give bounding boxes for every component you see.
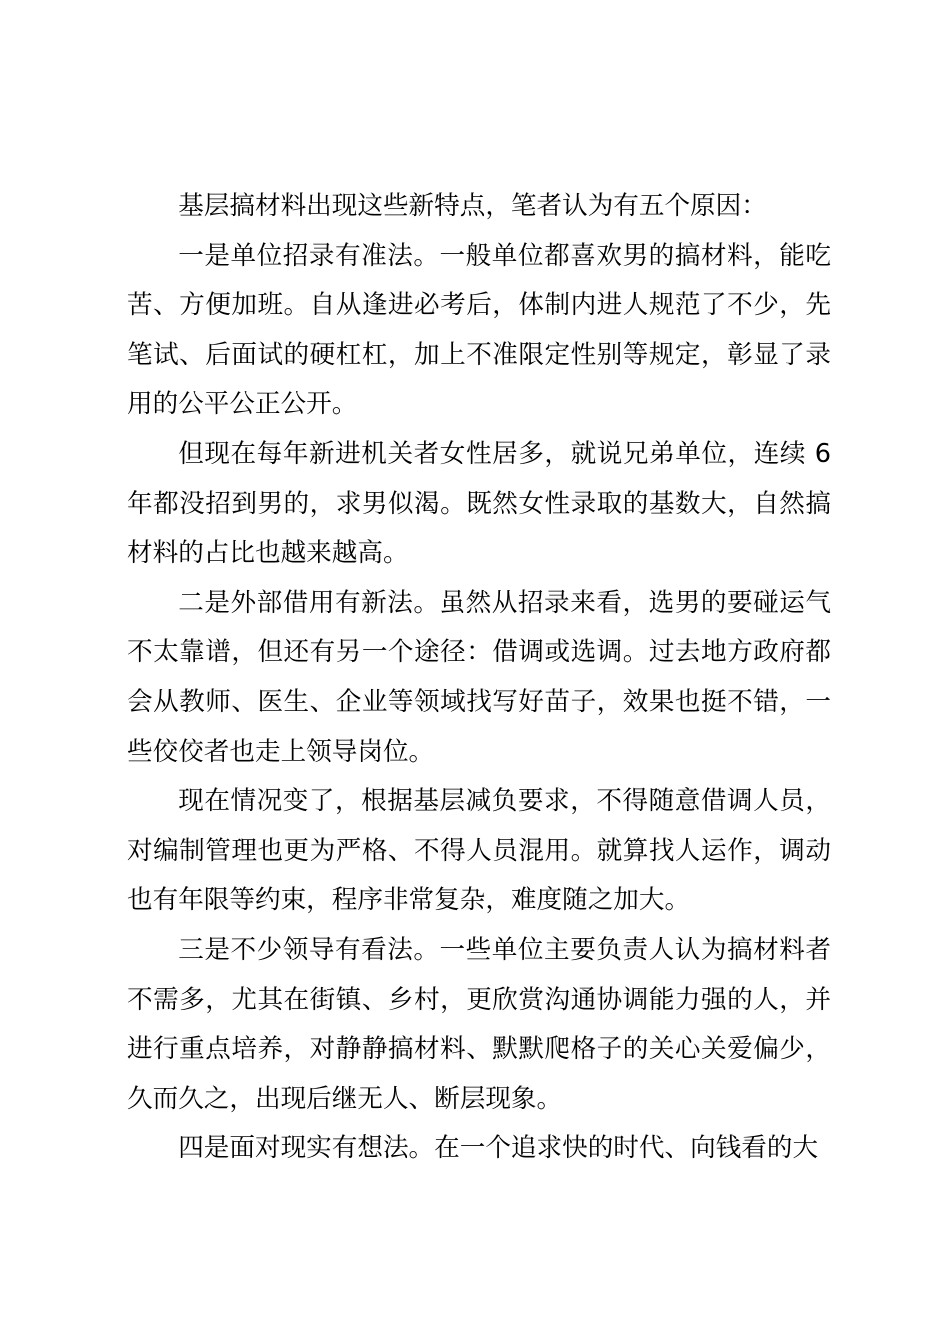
paragraph-intro: 基层搞材料出现这些新特点，笔者认为有五个原因： [178, 191, 767, 221]
paragraph-reason-1-detail: 但现在每年新进机关者女性居多，就说兄弟单位，连续 6年都没招到男的，求男似渴。既然女性录取的基数大，自然搞材料的占比也越来越高。 [127, 438, 831, 569]
paragraph-reason-4: 四是面对现实有想法。在一个追求快的时代、向钱看的大 [178, 1133, 819, 1164]
article-body [127, 182, 831, 1174]
paragraph-reason-2-detail: 现在情况变了，根据基层减负要求，不得随意借调人员，对编制管理也更为严格、不得人员混用。就算找人运作，调动也有年限等约束，程序非常复杂，难度随之加大。 [127, 786, 831, 916]
paragraph-reason-1: 一是单位招录有准法。一般单位都喜欢男的搞材料，能吃苦、方便加班。自从逢进必考后，体制内进人规范了不少，先笔试、后面试的硬杠杠，加上不准限定性别等规定，彰显了录用的公平公正公开。 [127, 240, 831, 420]
paragraph-reason-2: 二是外部借用有新法。虽然从招录来看，选男的要碰运气不太靠谱，但还有另一个途径：借调或选调。过去地方政府都会从教师、医生、企业等领域找写好苗子，效果也挺不错，一些佼佼者也走上领导岗位。 [127, 587, 831, 767]
paragraph-reason-3: 三是不少领导有看法。一些单位主要负责人认为搞材料者不需多，尤其在街镇、乡村，更欣赏沟通协调能力强的人，并进行重点培养，对静静搞材料、默默爬格子的关心关爱偏少，久而久之，出现后继无人、断层现象。 [127, 934, 831, 1114]
